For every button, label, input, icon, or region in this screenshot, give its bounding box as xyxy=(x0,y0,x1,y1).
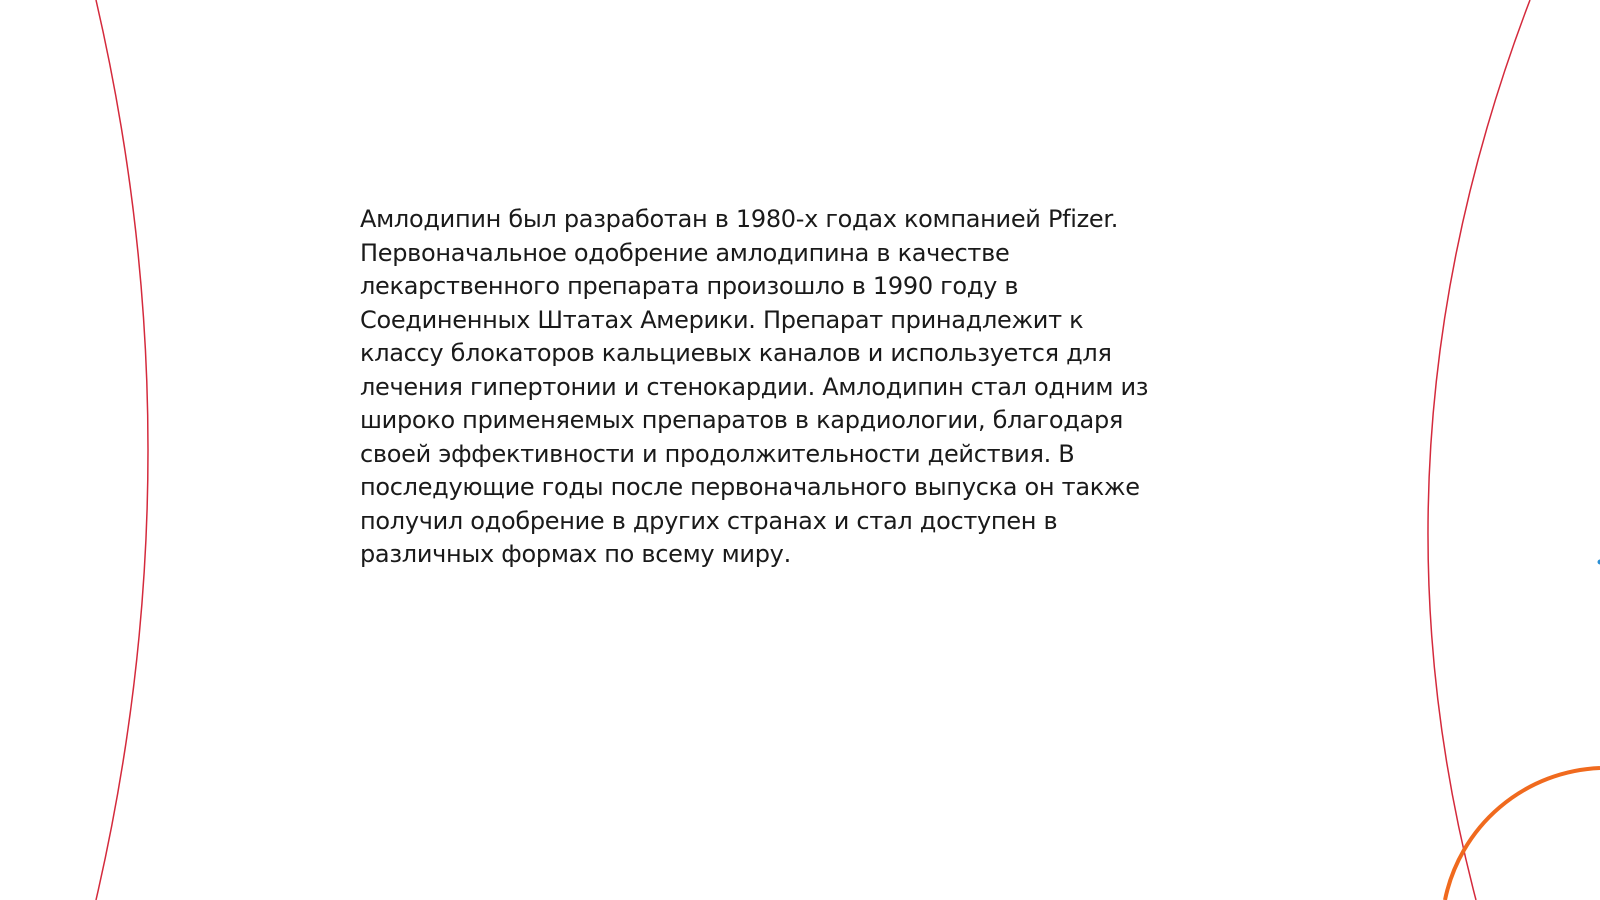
orange-accent-arc xyxy=(1445,768,1600,900)
paragraph-line: получил одобрение в других странах и стал доступен в xyxy=(360,506,1058,535)
paragraph-line: Амлодипин был разработан в 1980-х годах компанией Pfizer. xyxy=(360,205,1119,233)
paragraph-line: Первоначальное одобрение амлодипина в качестве xyxy=(360,238,1010,267)
body-paragraph xyxy=(360,203,1240,572)
left-frame-curve xyxy=(96,0,148,900)
paragraph-line: своей эффективности и продолжительности действия. В xyxy=(360,439,1075,468)
paragraph-line: последующие годы после первоначального выпуска он также xyxy=(360,473,1140,501)
paragraph-line: лекарственного препарата произошло в 1990 году в xyxy=(360,272,1019,300)
paragraph-line: различных формах по всему миру. xyxy=(360,540,791,568)
paragraph-line: Соединенных Штатах Америки. Препарат принадлежит к xyxy=(360,305,1084,334)
paragraph-line: широко применяемых препаратов в кардиологии, благодаря xyxy=(360,406,1124,434)
paragraph-line: лечения гипертонии и стенокардии. Амлодипин стал одним из xyxy=(360,372,1149,401)
right-frame-curve xyxy=(1428,0,1530,900)
paragraph-line: классу блокаторов кальциевых каналов и используется для xyxy=(360,339,1112,367)
